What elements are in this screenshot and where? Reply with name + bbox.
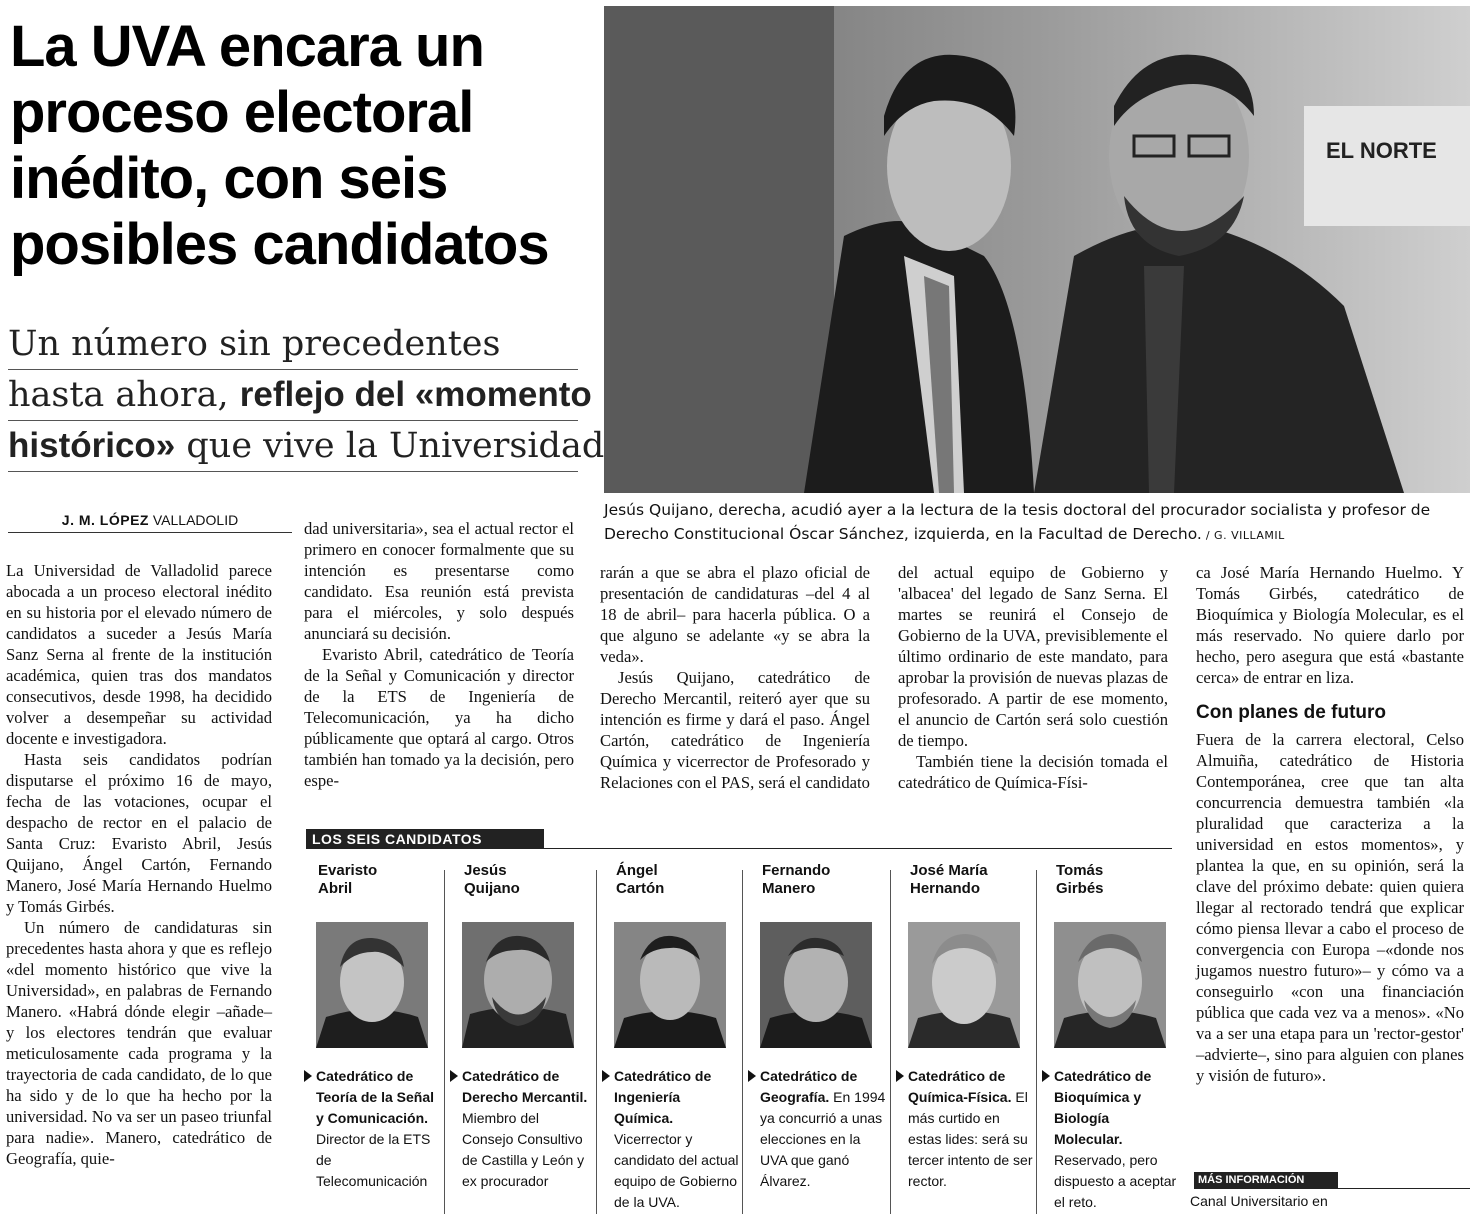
subhead-bold: reflejo del «momento (239, 375, 592, 414)
byline (8, 512, 292, 533)
candidate-last-name: Girbés (1056, 880, 1104, 897)
headline-line: La UVA encara un (10, 14, 484, 79)
article-column-1 (6, 560, 272, 1169)
candidate-last-name: Abril (318, 880, 353, 897)
paragraph: Hasta seis candidatos podrían disputarse el próximo 16 de mayo, fecha de las votaciones, ocupar el despacho de rector en el palacio de Santa Cruz: Evaristo Abril, Jesús Quijano, Ángel Cartón, Fernando Manero, José María Hernando Huelmo y Tomás Girbés. (6, 750, 272, 916)
divider (306, 848, 1172, 849)
divider (1036, 870, 1037, 1214)
candidate-description (750, 1066, 886, 1192)
divider (596, 870, 597, 1214)
candidate-first-name: Jesús (464, 862, 507, 879)
candidate-name (464, 862, 588, 904)
paragraph: Fuera de la carrera electoral, Celso Almuiña, catedrático de Historia Contemporánea, cree que tan alta concurrencia demuestra también «la pluralidad que caracteriza a la universidad en estos momentos», y plantea la que, en su opinión, será la clave del próximo debate: quien quiera llegar al rectorado tendrá que explicar cómo piensa llevar a cabo el proceso de convergencia con Europa –«donde nos jugamos nuestro futuro»– y cómo va a conseguirlo «con una financiación pública que cada vez va a menos». «No va a ser una etapa para un 'rector-gestor' –advierte–, sino para alguien con planes y visión de futuro». (1196, 730, 1464, 1085)
photo-caption (604, 498, 1470, 548)
candidate-title: Catedrático de Teoría de la Señal y Comunicación. (316, 1068, 435, 1126)
candidate-first-name: Tomás (1056, 862, 1104, 879)
candidate-card (604, 862, 740, 1213)
candidate-card (898, 862, 1034, 1192)
candidate-portrait (1054, 922, 1166, 1048)
paragraph: También tiene la decisión tomada el catedrático de Química-Físi- (898, 752, 1168, 792)
divider (1194, 1188, 1470, 1189)
headline-line: proceso electoral (10, 80, 474, 145)
paragraph: del actual equipo de Gobierno y 'albacea' del legado de Sanz Serna. El martes se reunirá el Consejo de Gobierno de la UVA, previsiblemente el último ordinario de este mandato, para aprobar la provisión de nuevas plazas de profesorado. A partir de ese momento, el anuncio de Cartón será solo cuestión de tiempo. (898, 563, 1168, 750)
candidate-name (318, 862, 442, 904)
candidates-box-label: LOS SEIS CANDIDATOS (306, 829, 544, 849)
candidate-description (604, 1066, 740, 1213)
subhead-line (8, 421, 605, 472)
candidate-portrait (462, 922, 574, 1048)
divider (444, 870, 445, 1214)
candidate-description (898, 1066, 1034, 1192)
candidate-first-name: Ángel (616, 862, 658, 879)
subhead-bold: histórico» (8, 426, 176, 465)
paragraph: ca José María Hernando Huelmo. Y Tomás Girbés, catedrático de Bioquímica y Biología Molecular, es el más reservado. No quiere darlo por hecho, pero asegura que está «bastante cerca» de entrar en liza. (1196, 563, 1464, 687)
candidate-description (306, 1066, 442, 1192)
article-column-4 (898, 562, 1168, 793)
paragraph: La Universidad de Valladolid parece abocada a un proceso electoral inédito en su historia por el elevado número de candidatos a suceder a Jesús María Sanz Serna al frente de la institución académica, quien tras dos mandatos consecutivos, desde 1998, ha decidido volver a desempeñar su actividad docente e investigadora. (6, 561, 272, 748)
candidate-first-name: José María (910, 862, 988, 879)
candidate-last-name: Quijano (464, 880, 520, 897)
candidate-last-name: Cartón (616, 880, 665, 897)
candidate-first-name: Evaristo (318, 862, 378, 879)
candidate-name (1056, 862, 1180, 904)
paragraph: rarán a que se abra el plazo oficial de presentación de candidaturas –del 4 al 18 de abril– para hacerla pública. O a que alguno se adelante «y se abra la veda». (600, 563, 870, 666)
candidate-last-name: Manero (762, 880, 816, 897)
candidate-card (452, 862, 588, 1192)
divider (890, 870, 891, 1214)
candidate-last-name: Hernando (910, 880, 981, 897)
candidate-first-name: Fernando (762, 862, 831, 879)
article-column-3 (600, 562, 870, 793)
candidate-description (1044, 1066, 1180, 1213)
candidate-title: Catedrático de Bioquímica y Biología Molecular. (1054, 1068, 1152, 1147)
photo-credit: / G. VILLAMIL (1201, 529, 1285, 542)
candidate-detail: El más curtido en estas lides: será su tercer intento de ser rector. (908, 1089, 1033, 1189)
candidate-name (910, 862, 1034, 904)
headline-line: inédito, con seis (10, 146, 448, 211)
article-column-5 (1196, 562, 1464, 1086)
candidate-portrait (614, 922, 726, 1048)
subhead-plain: hasta ahora, (8, 375, 240, 415)
more-info-text: Canal Universitario en (1190, 1193, 1328, 1209)
candidate-card (1044, 862, 1180, 1213)
candidate-card (306, 862, 442, 1192)
candidate-detail: Reservado, pero dispuesto a aceptar el reto. (1054, 1152, 1177, 1210)
headline-line: posibles candidatos (10, 212, 549, 277)
subheadline (8, 320, 605, 472)
subhead-line (8, 370, 592, 421)
candidate-portrait (908, 922, 1020, 1048)
article-column-2 (304, 518, 574, 791)
candidate-portrait (316, 922, 428, 1048)
section-heading: Con planes de futuro (1196, 702, 1386, 723)
candidate-description (452, 1066, 588, 1192)
candidate-title: Catedrático de Derecho Mercantil. (462, 1068, 588, 1105)
candidate-title: Catedrático de Geografía. (760, 1068, 858, 1105)
candidate-detail: En 1994 ya concurrió a unas elecciones en la UVA que ganó Álvarez. (760, 1089, 886, 1189)
byline-place: VALLADOLID (148, 512, 239, 528)
photo-illustration (604, 6, 1470, 493)
divider (742, 870, 743, 1214)
more-info-label: MÁS INFORMACIÓN (1194, 1172, 1338, 1188)
caption-text: Jesús Quijano, derecha, acudió ayer a la lectura de la tesis doctoral del procurador socialista y profesor de Derecho Constitucional Óscar Sánchez, izquierda, en la Facultad de Derecho. (604, 501, 1431, 543)
photo-sign-text: EL NORTE (1326, 138, 1437, 163)
candidate-name (762, 862, 886, 904)
candidate-name (616, 862, 740, 904)
candidate-title: Catedrático de Ingeniería Química. (614, 1068, 712, 1126)
paragraph: dad universitaria», sea el actual rector el primero en conocer formalmente que su intención es presentarse como candidato. Esa reunión está prevista para el miércoles, y solo después anunciará su decisión. (304, 519, 574, 643)
headline (10, 14, 590, 278)
subhead-plain: que vive la Universidad (175, 426, 605, 466)
candidate-detail: Director de la ETS de Telecomunicación (316, 1131, 431, 1189)
candidate-detail: Miembro del Consejo Consultivo de Castilla y León y ex procurador (462, 1110, 585, 1189)
paragraph: Evaristo Abril, catedrático de Teoría de la Señal y Comunicación y director de la ETS de Ingeniería de Telecomunicación, ya ha dicho públicamente que optará al cargo. Otros también han tomado ya la decisión, pero espe- (304, 645, 574, 790)
paragraph: Un número de candidaturas sin precedentes hasta ahora y que es reflejo «del momento histórico que vive la Universidad», en palabras de Fernando Manero. «Habrá dónde elegir –añade– y los electores tendrán que evaluar meticulosamente cada programa y la trayectoria de cada candidato, de lo que ha sido y de lo que ha hecho por la universidad. No va ser un paseo triunfal para nadie». Manero, catedrático de Geografía, quie- (6, 918, 272, 1168)
byline-author: J. M. LÓPEZ (61, 512, 149, 528)
candidate-detail: Vicerrector y candidato del actual equipo de Gobierno de la UVA. (614, 1131, 739, 1210)
subhead-line: Un número sin precedentes (8, 320, 578, 370)
candidate-portrait (760, 922, 872, 1048)
candidate-card (750, 862, 886, 1192)
paragraph: Jesús Quijano, catedrático de Derecho Mercantil, reiteró ayer que su intención es firme y dará el paso. Ángel Cartón, catedrático de Ingeniería Química y vicerrector de Profesorado y Relaciones con el PAS, será el candidato (600, 668, 870, 792)
main-photo (604, 6, 1470, 493)
candidate-title: Catedrático de Química-Física. (908, 1068, 1012, 1105)
